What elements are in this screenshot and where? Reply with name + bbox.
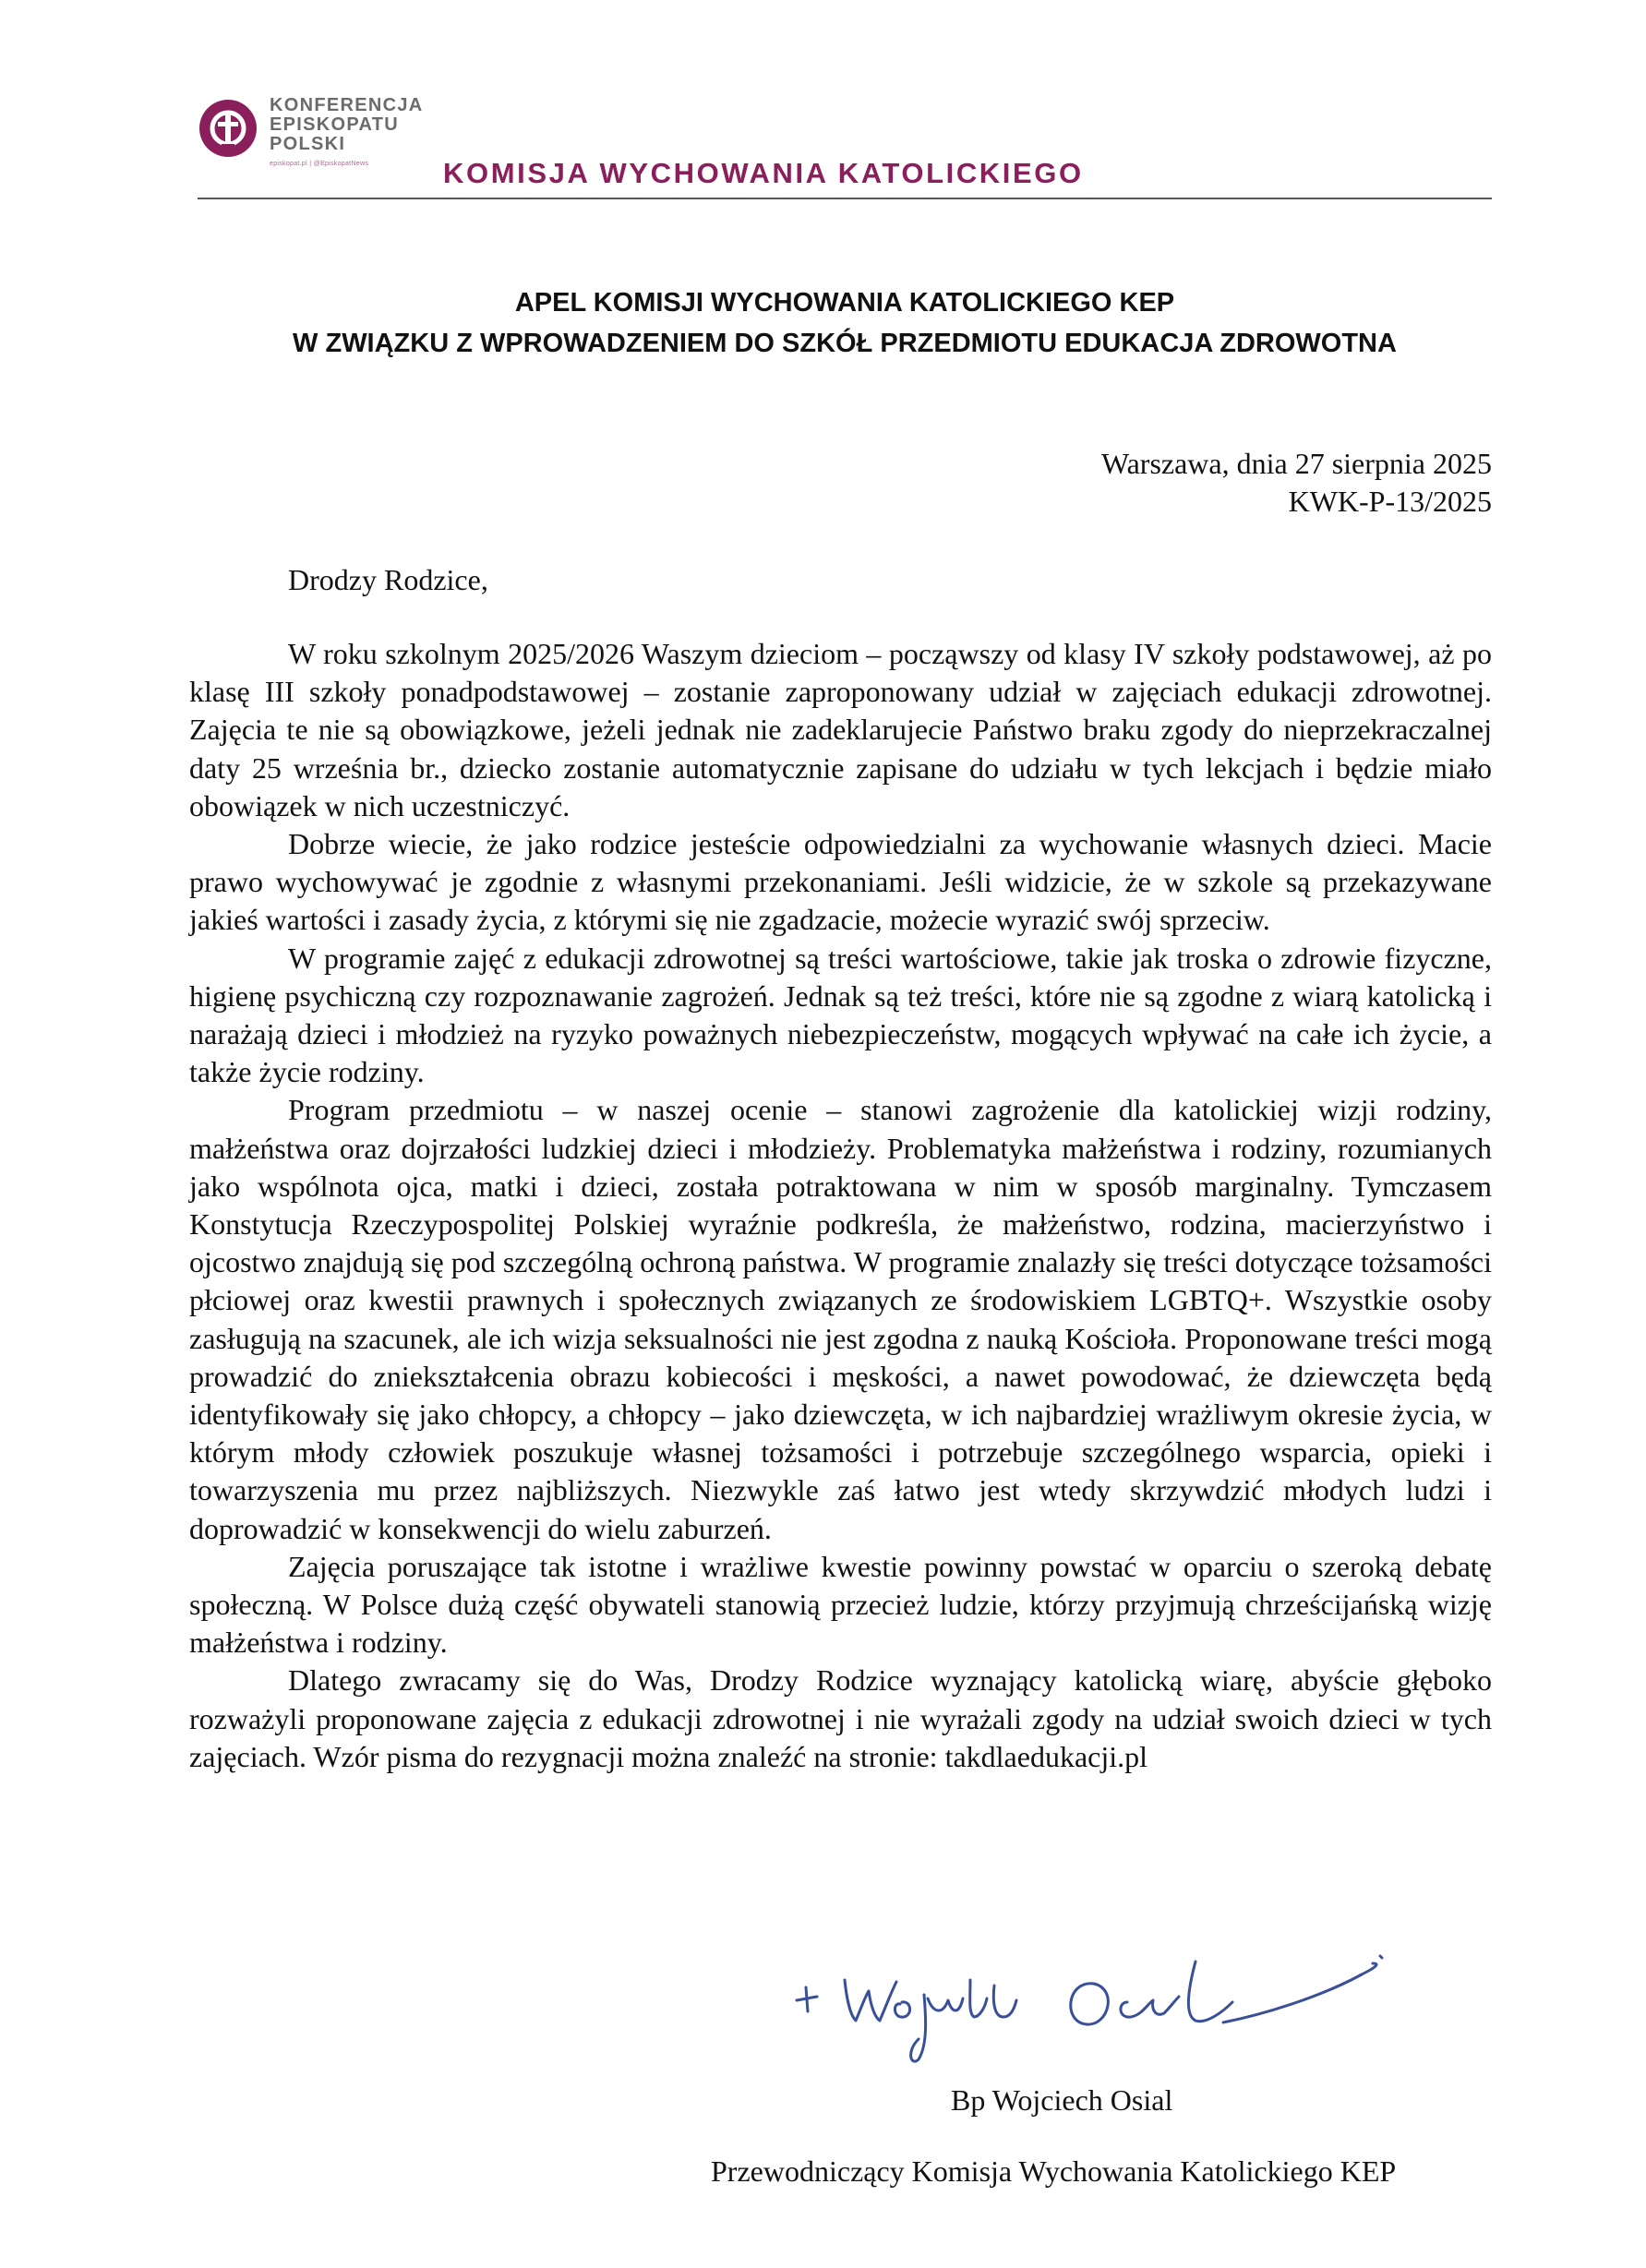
paragraph-5: Zajęcia poruszające tak istotne i wrażliwe kwestie powinny powstać w oparciu o szeroką debatę społeczną. W Polsce dużą część obywateli stanowią przecież ludzie, którzy przyjmują chrześcijańską wizję małżeństwa i rodziny.	[189, 1549, 1492, 1660]
paragraph-1: W roku szkolnym 2025/2026 Waszym dzieciom – począwszy od klasy IV szkoły podstawowej, aż po klasę III szkoły ponadpodstawowej – zostanie zaproponowany udział w zajęciach edukacji zdrowotnej. Zajęcia te nie są obowiązkowe, jeżeli jednak nie zadeklarujecie Państwo braku zgody do nieprzekraczalnej daty 25 września br., dziecko zostanie automatycznie zapisane do udziału w tych lekcjach i będzie miało obowiązek w nich uczestniczyć.	[189, 637, 1492, 822]
reference-number: KWK-P-13/2025	[1288, 485, 1492, 518]
logo-text	[270, 96, 424, 154]
handwritten-signature	[789, 1943, 1436, 2063]
paragraph-4: Program przedmiotu – w naszej ocenie – stanowi zagrożenie dla katolickiej wizji rodziny, małżeństwa oraz dojrzałości ludzkiej dzieci i młodzieży. Problematyka małżeństwa i rodziny, rozumianych jako wspólnota ojca, matki i dzieci, została potraktowana w nim w sposób marginalny. Tymczasem Konstytucja Rzeczypospolitej Polskiej wyraźnie podkreśla, że małżeństwo, rodzina, macierzyństwo i ojcostwo znajdują się pod szczególną ochroną państwa. W programie znalazły się treści dotyczące tożsamości płciowej oraz kwestii prawnych i społecznych związanych ze środowiskiem LGBTQ+. Wszystkie osoby zasługują na szacunek, ale ich wizja seksualności nie jest zgodna z nauką Kościoła. Proponowane treści mogą prowadzić do zniekształcenia obrazu kobiecości i męskości, a nawet powodować, że dziewczęta będą identyfikowały się jako chłopcy, a chłopcy – jako dziewczęta, w ich najbardziej wrażliwym okresie życia, w którym młody człowiek poszukuje własnej tożsamości i potrzebuje szczególnego wsparcia, opieki i towarzyszenia mu przez najbliższych. Niezwykle zaś łatwo jest wtedy skrzywdzić młodych ludzi i doprowadzić w konsekwencji do wielu zaburzeń.	[189, 1093, 1492, 1545]
logo-line-3: POLSKI	[270, 134, 346, 154]
paragraph-6: Dlatego zwracamy się do Was, Drodzy Rodzice wyznający katolicką wiarę, abyście głęboko rozważyli proponowane zajęcia z edukacji zdrowotnej i nie wyrażali zgody na udział swoich dzieci w tych zajęciach. Wzór pisma do rezygnacji można znaleźć na stronie: takdlaedukacji.pl	[189, 1663, 1492, 1773]
conference-logo	[198, 96, 456, 170]
paragraph-2: Dobrze wiecie, że jako rodzice jesteście odpowiedzialni za wychowanie własnych dzieci. Macie prawo wychowywać je zgodnie z własnymi przekonaniami. Jeśli widzicie, że w szkole są przekazywane jakieś wartości i zasady życia, z którymi się nie zgadzacie, możecie wyrazić swój sprzeciw.	[189, 827, 1492, 937]
title-line-2: W ZWIĄZKU Z WPROWADZENIEM DO SZKÓŁ PRZEDMIOTU EDUKACJA ZDROWOTNA	[293, 329, 1397, 358]
header-divider	[198, 198, 1492, 199]
logo-line-1: KONFERENCJA	[270, 95, 424, 115]
signer-position: Przewodniczący Komisja Wychowania Katolickiego KEP	[711, 2154, 1397, 2188]
logo-subtext: episkopat.pl | @EpiskopatNews	[270, 161, 369, 167]
episcopate-cross-icon	[198, 98, 258, 159]
logo-line-2: EPISKOPATU	[270, 114, 400, 135]
place-date: Warszawa, dnia 27 sierpnia 2025	[1100, 447, 1492, 480]
signer-name: Bp Wojciech Osial	[951, 2083, 1173, 2117]
letter-body	[189, 635, 1492, 1776]
title-line-1: APEL KOMISJI WYCHOWANIA KATOLICKIEGO KEP	[514, 288, 1175, 318]
commission-name: KOMISJA WYCHOWANIA KATOLICKIEGO	[443, 157, 1084, 189]
paragraph-3: W programie zajęć z edukacji zdrowotnej są treści wartościowe, takie jak troska o zdrowie fizyczne, higienę psychiczną czy rozpoznawanie zagrożeń. Jednak są też treści, które nie są zgodne z wiarą katolicką i narażają dzieci i młodzież na ryzyko poważnych niebezpieczeństw, mogących wpływać na całe ich życie, a także życie rodziny.	[189, 941, 1492, 1089]
salutation: Drodzy Rodzice,	[288, 563, 488, 596]
